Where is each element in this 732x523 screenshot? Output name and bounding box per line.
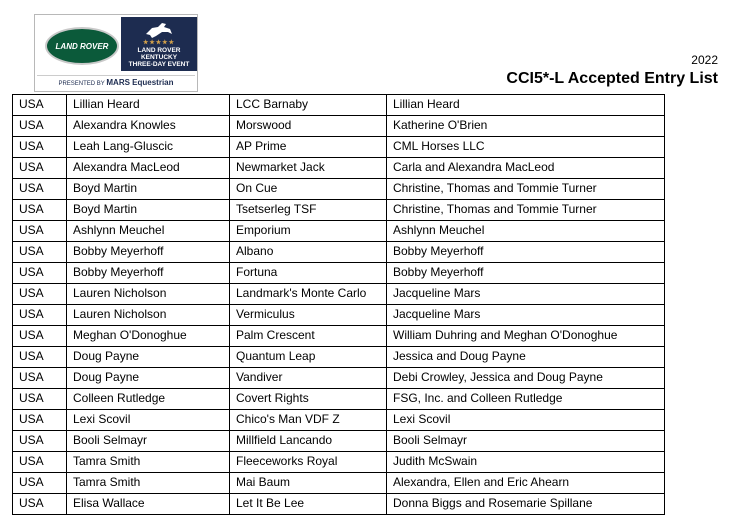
country-cell: USA xyxy=(13,116,67,137)
horse-cell: AP Prime xyxy=(230,137,387,158)
horse-cell: Let It Be Lee xyxy=(230,494,387,515)
horse-cell: Mai Baum xyxy=(230,473,387,494)
owner-cell: Katherine O'Brien xyxy=(387,116,665,137)
country-cell: USA xyxy=(13,410,67,431)
owner-cell: Lillian Heard xyxy=(387,95,665,116)
table-row xyxy=(13,116,665,137)
rider-cell: Doug Payne xyxy=(67,368,230,389)
entry-list-body xyxy=(13,95,665,515)
horse-cell: LCC Barnaby xyxy=(230,95,387,116)
country-cell: USA xyxy=(13,431,67,452)
owner-cell: Alexandra, Ellen and Eric Ahearn xyxy=(387,473,665,494)
owner-cell: Lexi Scovil xyxy=(387,410,665,431)
table-row xyxy=(13,368,665,389)
horse-cell: Fleeceworks Royal xyxy=(230,452,387,473)
stars-icon: ★★★★★ xyxy=(143,40,175,46)
rider-cell: Lillian Heard xyxy=(67,95,230,116)
owner-cell: FSG, Inc. and Colleen Rutledge xyxy=(387,389,665,410)
owner-cell: Bobby Meyerhoff xyxy=(387,242,665,263)
table-row xyxy=(13,179,665,200)
kentucky-three-day-event-logo xyxy=(121,17,197,71)
rider-cell: Meghan O'Donoghue xyxy=(67,326,230,347)
country-cell: USA xyxy=(13,158,67,179)
country-cell: USA xyxy=(13,242,67,263)
country-cell: USA xyxy=(13,326,67,347)
event-logo-line1: LAND ROVER xyxy=(137,47,181,54)
owner-cell: Christine, Thomas and Tommie Turner xyxy=(387,179,665,200)
table-row xyxy=(13,137,665,158)
horse-cell: Morswood xyxy=(230,116,387,137)
table-row xyxy=(13,221,665,242)
horse-cell: Tsetserleg TSF xyxy=(230,200,387,221)
presented-by-label: PRESENTED BY xyxy=(58,81,105,87)
country-cell: USA xyxy=(13,179,67,200)
country-cell: USA xyxy=(13,389,67,410)
owner-cell: Booli Selmayr xyxy=(387,431,665,452)
table-row xyxy=(13,473,665,494)
horse-jumper-icon xyxy=(142,20,176,40)
country-cell: USA xyxy=(13,263,67,284)
country-cell: USA xyxy=(13,137,67,158)
owner-cell: CML Horses LLC xyxy=(387,137,665,158)
year-label: 2022 xyxy=(691,53,718,67)
rider-cell: Doug Payne xyxy=(67,347,230,368)
horse-cell: Chico's Man VDF Z xyxy=(230,410,387,431)
rider-cell: Booli Selmayr xyxy=(67,431,230,452)
horse-cell: Covert Rights xyxy=(230,389,387,410)
owner-cell: Jessica and Doug Payne xyxy=(387,347,665,368)
horse-cell: Fortuna xyxy=(230,263,387,284)
page-title: CCI5*-L Accepted Entry List xyxy=(506,70,718,87)
horse-cell: Vermiculus xyxy=(230,305,387,326)
owner-cell: Jacqueline Mars xyxy=(387,305,665,326)
horse-cell: Albano xyxy=(230,242,387,263)
country-cell: USA xyxy=(13,368,67,389)
rider-cell: Elisa Wallace xyxy=(67,494,230,515)
rider-cell: Boyd Martin xyxy=(67,179,230,200)
rider-cell: Leah Lang-Gluscic xyxy=(67,137,230,158)
event-logo-line3: THREE-DAY EVENT xyxy=(128,61,190,68)
rider-cell: Alexandra Knowles xyxy=(67,116,230,137)
table-row xyxy=(13,494,665,515)
rider-cell: Bobby Meyerhoff xyxy=(67,263,230,284)
rider-cell: Lexi Scovil xyxy=(67,410,230,431)
land-rover-logo-text: LAND ROVER xyxy=(55,41,109,51)
table-row xyxy=(13,242,665,263)
owner-cell: Judith McSwain xyxy=(387,452,665,473)
event-logo-line2: KENTUCKY xyxy=(140,54,178,61)
owner-cell: Christine, Thomas and Tommie Turner xyxy=(387,200,665,221)
sponsor-name: MARS Equestrian xyxy=(106,78,174,87)
table-row xyxy=(13,389,665,410)
horse-cell: Vandiver xyxy=(230,368,387,389)
table-row xyxy=(13,431,665,452)
owner-cell: Carla and Alexandra MacLeod xyxy=(387,158,665,179)
table-row xyxy=(13,326,665,347)
rider-cell: Lauren Nicholson xyxy=(67,305,230,326)
horse-cell: Landmark's Monte Carlo xyxy=(230,284,387,305)
owner-cell: Jacqueline Mars xyxy=(387,284,665,305)
owner-cell: William Duhring and Meghan O'Donoghue xyxy=(387,326,665,347)
horse-cell: Emporium xyxy=(230,221,387,242)
owner-cell: Donna Biggs and Rosemarie Spillane xyxy=(387,494,665,515)
owner-cell: Debi Crowley, Jessica and Doug Payne xyxy=(387,368,665,389)
horse-cell: Millfield Lancando xyxy=(230,431,387,452)
rider-cell: Bobby Meyerhoff xyxy=(67,242,230,263)
table-row xyxy=(13,305,665,326)
table-row xyxy=(13,158,665,179)
rider-cell: Tamra Smith xyxy=(67,473,230,494)
event-logo xyxy=(34,14,198,92)
horse-cell: Newmarket Jack xyxy=(230,158,387,179)
country-cell: USA xyxy=(13,473,67,494)
rider-cell: Boyd Martin xyxy=(67,200,230,221)
country-cell: USA xyxy=(13,200,67,221)
land-rover-logo xyxy=(45,27,119,65)
country-cell: USA xyxy=(13,95,67,116)
owner-cell: Ashlynn Meuchel xyxy=(387,221,665,242)
country-cell: USA xyxy=(13,347,67,368)
rider-cell: Tamra Smith xyxy=(67,452,230,473)
rider-cell: Colleen Rutledge xyxy=(67,389,230,410)
table-row xyxy=(13,263,665,284)
presented-by xyxy=(37,75,195,90)
country-cell: USA xyxy=(13,221,67,242)
owner-cell: Bobby Meyerhoff xyxy=(387,263,665,284)
table-row xyxy=(13,452,665,473)
entry-list-table xyxy=(12,94,665,515)
table-row xyxy=(13,347,665,368)
country-cell: USA xyxy=(13,284,67,305)
table-row xyxy=(13,284,665,305)
table-row xyxy=(13,95,665,116)
rider-cell: Ashlynn Meuchel xyxy=(67,221,230,242)
rider-cell: Alexandra MacLeod xyxy=(67,158,230,179)
table-row xyxy=(13,410,665,431)
country-cell: USA xyxy=(13,494,67,515)
table-row xyxy=(13,200,665,221)
horse-cell: Quantum Leap xyxy=(230,347,387,368)
horse-cell: Palm Crescent xyxy=(230,326,387,347)
horse-cell: On Cue xyxy=(230,179,387,200)
country-cell: USA xyxy=(13,452,67,473)
rider-cell: Lauren Nicholson xyxy=(67,284,230,305)
country-cell: USA xyxy=(13,305,67,326)
